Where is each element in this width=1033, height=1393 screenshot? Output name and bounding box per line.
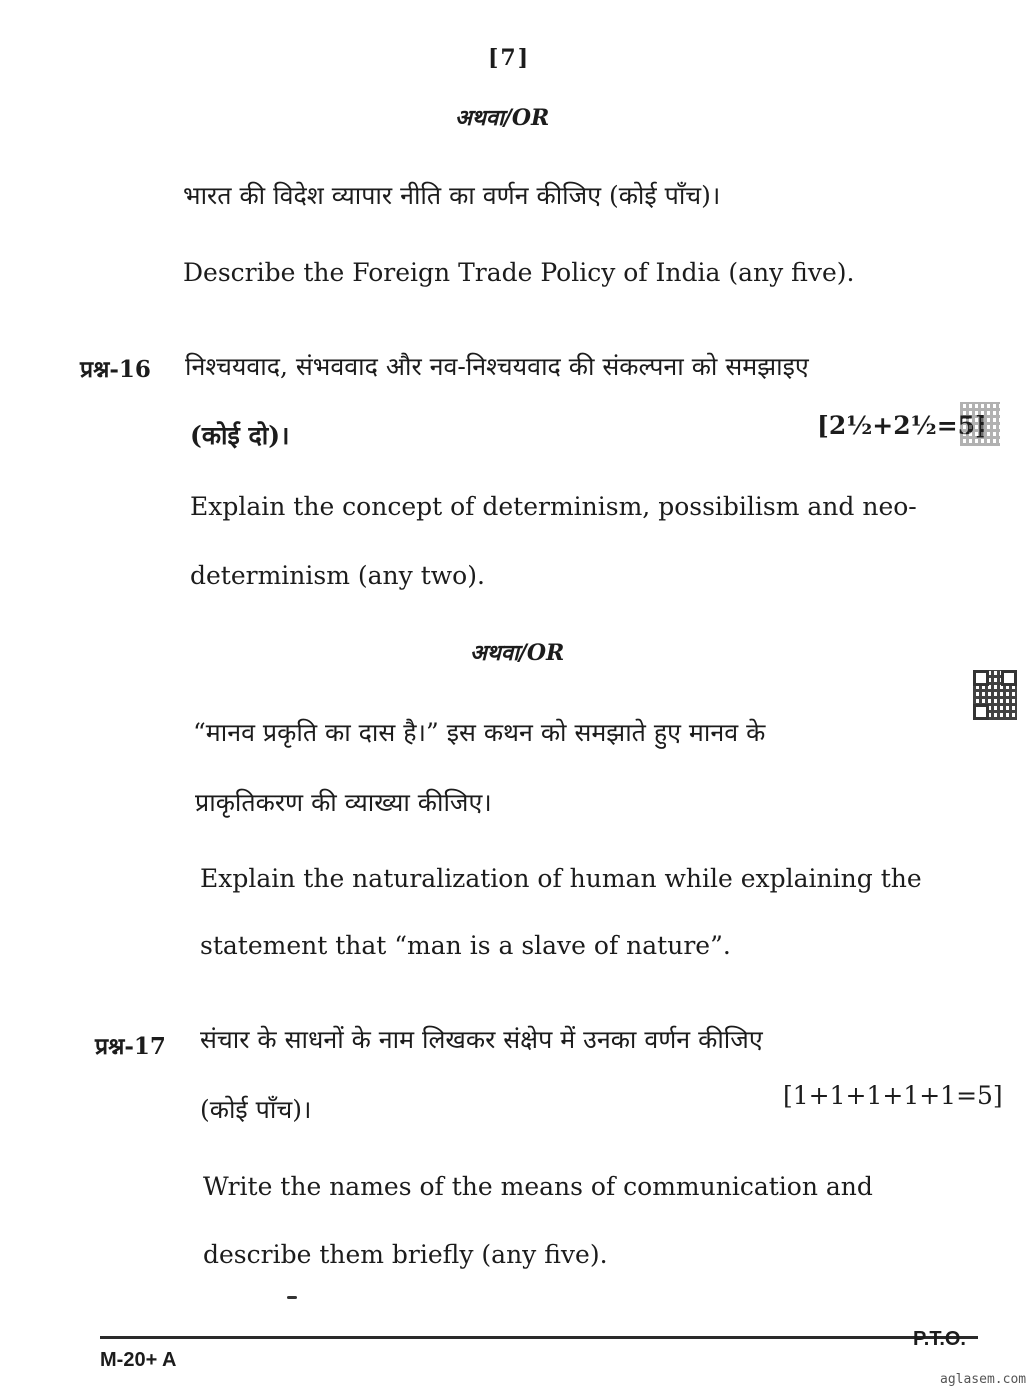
- question-text-hindi: प्राकृतिकरण की व्याख्या कीजिए।: [195, 788, 492, 817]
- footer-rule: [100, 1336, 978, 1339]
- or-heading: अथवा/OR: [455, 105, 550, 131]
- question-text-english: Explain the concept of determinism, possibilism and neo-: [190, 492, 917, 521]
- marks-allocation: [1+1+1+1+1=5]: [783, 1081, 1003, 1110]
- question-text-hindi: “मानव प्रकृति का दास है।” इस कथन को समझाते हुए मानव के: [193, 718, 766, 747]
- question-text-hindi: भारत की विदेश व्यापार नीति का वर्णन कीजिए (कोई पाँच)।: [183, 181, 721, 210]
- question-text-hindi: (कोई दो)।: [190, 421, 290, 450]
- question-number: प्रश्न-16: [80, 356, 151, 383]
- qr-code-icon: [973, 670, 1017, 720]
- qr-code-icon: [960, 402, 1000, 446]
- question-text-english: determinism (any two).: [190, 561, 485, 590]
- paper-code: M-20+ A: [100, 1349, 177, 1371]
- question-text-english: Write the names of the means of communication and: [203, 1172, 873, 1201]
- question-text-english: Describe the Foreign Trade Policy of India (any five).: [183, 258, 855, 287]
- question-text-hindi: (कोई पाँच)।: [200, 1095, 312, 1124]
- pto-label: P.T.O.: [913, 1328, 966, 1350]
- page-number: [7]: [488, 45, 531, 71]
- marks-allocation: [2½+2½=5]: [817, 411, 987, 440]
- question-number: प्रश्न-17: [95, 1033, 166, 1060]
- question-text-english: statement that “man is a slave of nature”.: [200, 931, 731, 960]
- or-heading: अथवा/OR: [470, 640, 565, 666]
- stray-mark: [287, 1296, 297, 1299]
- question-text-english: Explain the naturalization of human while explaining the: [200, 864, 922, 893]
- question-text-english: describe them briefly (any five).: [203, 1240, 608, 1269]
- question-text-hindi: निश्चयवाद, संभववाद और नव-निश्चयवाद की संकल्पना को समझाइए: [185, 352, 809, 381]
- watermark: aglasem.com: [940, 1372, 1027, 1387]
- question-text-hindi: संचार के साधनों के नाम लिखकर संक्षेप में उनका वर्णन कीजिए: [200, 1025, 763, 1054]
